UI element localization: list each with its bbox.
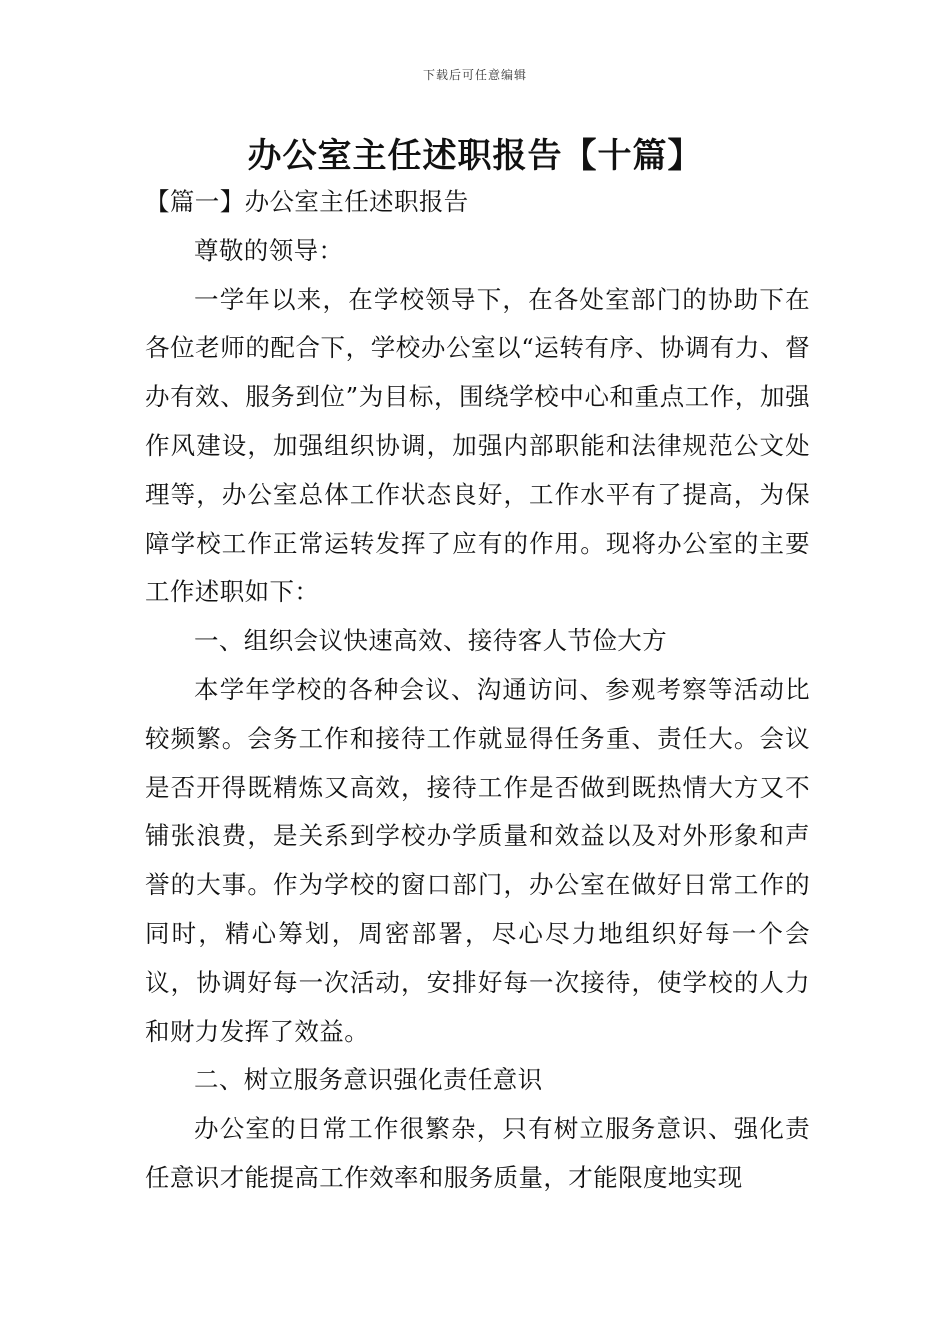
body-paragraph: 一学年以来，在学校领导下，在各处室部门的协助下在各位老师的配合下，学校办公室以“运转有序、协调有力、督办有效、服务到位”为目标，围绕学校中心和重点工作，加强作风建设，加强组织协调，加强内部职能和法律规范公文处理等，办公室总体工作状态良好，工作水平有了提高，为保障学校工作正常运转发挥了应有的作用。现将办公室的主要工作述职如下：: [145, 284, 810, 607]
body-paragraph: 本学年学校的各种会议、沟通访问、参观考察等活动比较频繁。会务工作和接待工作就显得任务重、责任大。会议是否开得既精炼又高效，接待工作是否做到既热情大方又不铺张浪费，是关系到学校办学质量和效益以及对外形象和声誉的大事。作为学校的窗口部门，办公室在做好日常工作的同时，精心筹划，周密部署，尽心尽力地组织好每一个会议，协调好每一次活动，安排好每一次接待，使学校的人力和财力发挥了效益。: [145, 674, 810, 1046]
header-note: 下载后可任意编辑: [422, 68, 527, 82]
section-heading: 【篇一】办公室主任述职报告: [145, 187, 469, 216]
document-body: [145, 178, 810, 1203]
subheading: 一、组织会议快速高效、接待客人节俭大方: [194, 626, 668, 656]
subheading: 二、树立服务意识强化责任意识: [194, 1065, 543, 1095]
salutation: 尊敬的领导：: [194, 235, 344, 265]
document-title: 办公室主任述职报告【十篇】: [247, 136, 703, 176]
body-paragraph: 办公室的日常工作很繁杂，只有树立服务意识、强化责任意识才能提高工作效率和服务质量，才能限度地实现: [145, 1114, 810, 1192]
